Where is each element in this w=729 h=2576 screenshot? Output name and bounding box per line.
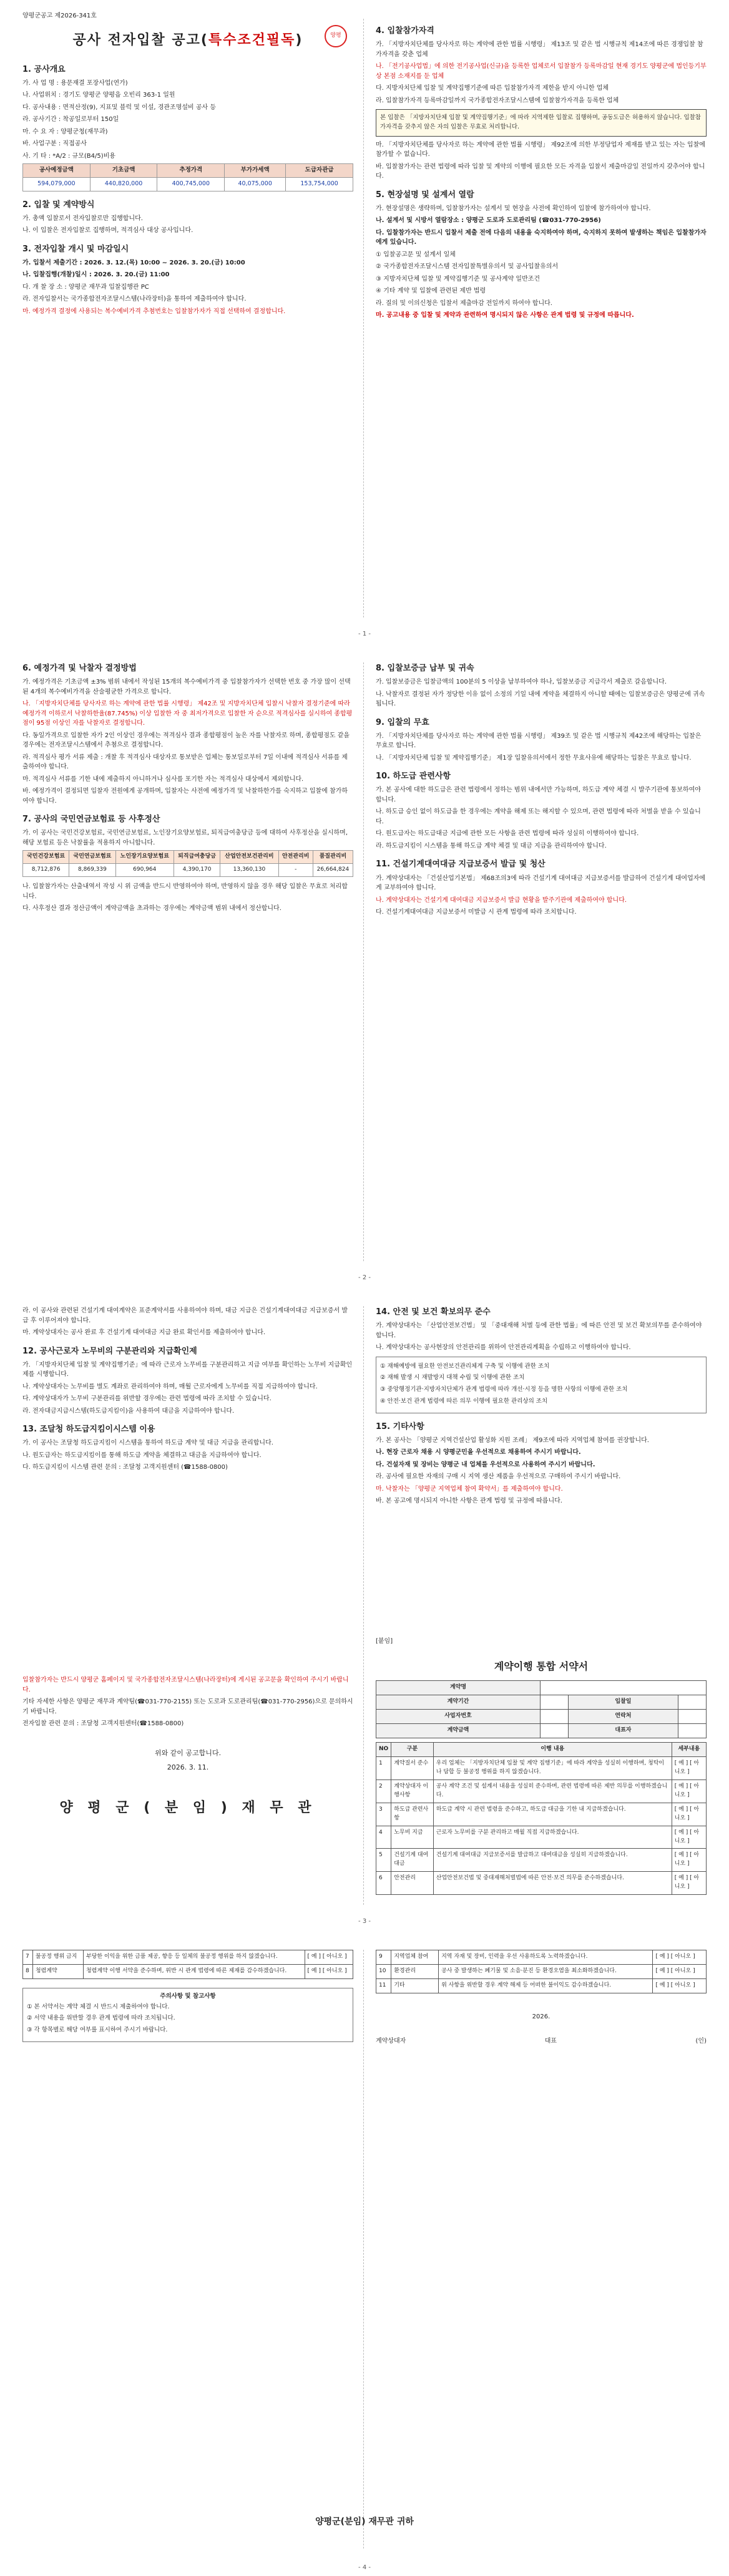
row-check[interactable]: [ 예 ] [ 아니오 ] [653,1978,707,1993]
column-left-3 [22,1287,353,1475]
row-check[interactable]: [ 예 ] [ 아니오 ] [672,1826,706,1849]
row-category: 불공정 행위 금지 [32,1950,83,1965]
s4-item: 다. 지방자치단체 입찰 및 계약집행기준에 따른 입찰참가자격 제한을 받지 아니한 업체 [376,85,609,92]
tail-para: 기타 자세한 사항은 양평군 재무과 계약팀(☎031-770-2155) 또는 도로과 도로관리팀(☎031-770-2956)으로 문의하시기 바랍니다. [22,1698,353,1715]
s5-item: 마. 공고내용 중 입찰 및 계약과 관련하여 명시되지 않은 사항은 관계 법령 및 규정에 따릅니다. [376,312,634,319]
s10-item: 나. 하도급 승인 없이 하도급을 한 경우에는 계약을 해제 또는 해지할 수 있으며, 관련 법령에 따라 처벌을 받을 수 있습니다. [376,808,701,825]
insurance-header: 국민연금보험료 [69,851,115,864]
s12-item: 가. 「지방자치단체 입찰 및 계약집행기준」에 따라 근로자 노무비를 구분관리하고 지급 여부를 확인하는 노무비 지급확인제를 시행합니다. [22,1361,353,1378]
form-field-value[interactable] [678,1710,706,1724]
price-header: 공사예정금액 [23,164,91,178]
form-field-value[interactable] [678,1724,706,1738]
pledge-table [376,1742,707,1895]
form-field-value[interactable] [540,1681,706,1695]
row-category: 청렴계약 [32,1964,83,1978]
pledge-table-continued [22,1950,353,1979]
s5-item: ④ 기타 계약 및 입찰에 관련된 제반 법령 [376,288,486,295]
s14-item: 가. 계약상대자는 「산업안전보건법」 및 「중대재해 처벌 등에 관한 법률」에 따른 안전 및 보건 확보의무를 준수하여야 합니다. [376,1322,702,1339]
s6-item: 바. 예정가격이 결정되면 입찰자 전원에게 공개하며, 입찰자는 사전에 예정가격 및 낙찰하한가를 숙지하고 입찰에 참가하여야 합니다. [22,788,348,805]
page-title: 공사 전자입찰 공고(특수조건필독) [72,32,303,48]
s6-item: 가. 예정가격은 기초금액 ±3% 범위 내에서 작성된 15개의 복수예비가격 중 입찰참가자가 선택한 번호 중 가장 많이 선택된 4개의 복수예비가격을 산술평균한 가격으로 합니다. [22,679,351,695]
pledge-table-continued-2 [376,1950,707,1993]
tail-para: 전자입찰 관련 문의 : 조달청 고객지원센터(☎1588-0800) [22,1720,184,1727]
s2-item: 가. 총액 입찰로서 전자입찰로만 집행합니다. [22,215,143,222]
form-field-label: 대표자 [569,1724,678,1738]
price-header: 추정가격 [157,164,225,178]
sheet-3 [10,1287,719,1930]
s5-item: ② 국가종합전자조달시스템 전자입찰특별유의서 및 공사입찰유의서 [376,263,559,271]
s11b-item: 라. 이 공사와 관련된 건설기계 대여계약은 표준계약서를 사용하여야 하며, 대금 지급은 건설기계대여대금 지급보증서 발급 후 이루어져야 합니다. [22,1307,348,1324]
sheet-2 [10,644,719,1286]
section-title-11: 11. 건설기계대여대금 지급보증서 발급 및 청산 [376,859,546,869]
table-row [23,1964,353,1978]
s14-box-item: ① 재해예방에 필요한 안전보건관리체계 구축 및 이행에 관한 조치 [380,1362,550,1370]
price-value: 440,820,000 [90,177,157,191]
section-title-7: 7. 공사의 국민연금보험료 등 사후정산 [22,815,160,825]
section-title-10: 10. 하도급 관련사항 [376,772,451,782]
row-category: 노무비 지급 [391,1826,434,1849]
section-title-15: 15. 기타사항 [376,1421,424,1431]
s4-item: 가. 「지방자치단체를 당사자로 하는 계약에 관한 법률 시행령」 제13조 및 같은 법 시행규칙 제14조에 따른 경쟁입찰 참가자격을 갖춘 업체 [376,41,703,58]
row-content: 우리 업체는 「지방자치단체 입찰 및 계약 집행기준」에 따라 계약을 성실히 이행하며, 청탁이나 담합 등 불공정 행위를 하지 않겠습니다. [433,1756,672,1779]
page-number: - 1 - [358,631,371,637]
row-no: 1 [376,1756,391,1779]
form-field-value[interactable] [540,1695,568,1710]
seal-label: (인) [695,2038,707,2045]
notice-title: 주의사항 및 참고사항 [160,1992,216,2000]
row-no: 3 [376,1803,391,1826]
form-field-label: 사업자번호 [376,1710,541,1724]
price-value: 40,075,000 [225,177,286,191]
s9-item: 나. 「지방자치단체 입찰 및 계약집행기준」 제1장 입찰유의서에서 정한 무효사유에 해당하는 입찰은 무효로 합니다. [376,754,692,762]
row-content: 공사 계약 조건 및 설계서 내용을 성실히 준수하며, 관련 법령에 따른 제반 의무를 이행하겠습니다. [433,1779,672,1803]
column-left-2 [22,644,353,916]
form-field-label: 계약금액 [376,1724,541,1738]
s5-item: ① 입찰공고문 및 설계서 일체 [376,251,456,258]
form-field-label: 계약명 [376,1681,541,1695]
table-row [376,1849,707,1872]
s4-note-box: 본 입찰은 「지방자치단체 입찰 및 계약집행기준」에 따라 지역제한 입찰로 집행하며, 공동도급은 허용하지 않습니다. 입찰참가자격을 갖추지 않은 자의 입찰은 무효로 처리합니다. [376,109,707,136]
form-field-value[interactable] [540,1724,568,1738]
row-no: 9 [376,1950,391,1965]
s13-item: 가. 이 공사는 조달청 하도급지킴이 시스템을 통하여 하도급 계약 및 대금 지급을 관리합니다. [22,1440,273,1447]
form-info-table [376,1680,707,1738]
row-content: 위 사항을 위반할 경우 계약 해제 등 어떠한 불이익도 감수하겠습니다. [439,1978,653,1993]
notice-date: 2026. 3. 11. [167,1763,209,1771]
table-row [23,1950,353,1965]
s15-item: 마. 낙찰자는 「양평군 지역업체 참여 확약서」를 제출하여야 합니다. [376,1485,563,1493]
s15-item: 라. 공사에 필요한 자재의 구매 시 지역 생산 제품을 우선적으로 구매하여 주시기 바랍니다. [376,1473,621,1481]
column-right-3 [376,1287,707,1509]
s2-item: 나. 이 입찰은 전자입찰로 집행하며, 적격심사 대상 공사입니다. [22,227,193,235]
s14-box-item: ② 재해 발생 시 재발방지 대책 수립 및 이행에 관한 조치 [380,1374,525,1382]
s7-intro: 가. 이 공사는 국민건강보험료, 국민연금보험료, 노인장기요양보험료, 퇴직급여충당금 등에 대하여 사후정산을 실시하며, 해당 보험료 등은 낙찰률을 적용하지 아니합니다. [22,830,348,846]
row-content: 지역 자재 및 장비, 인력을 우선 사용하도록 노력하겠습니다. [439,1950,653,1965]
s1-item: 바. 사업구분 : 직접공사 [22,140,87,148]
row-content: 건설기계 대여대금 지급보증서를 발급하고 대여대금을 성실히 지급하겠습니다. [433,1849,672,1872]
pledge-header: 이행 내용 [433,1743,672,1757]
column-divider [363,19,364,617]
signature-line [376,2036,707,2046]
price-table [22,163,353,191]
row-content: 청렴계약 이행 서약을 준수하며, 위반 시 관계 법령에 따른 제재를 감수하겠습니다. [83,1964,305,1978]
insurance-value: 8,712,876 [23,864,69,877]
insurance-table [22,850,353,877]
section-title-4: 4. 입찰참가자격 [376,26,434,36]
attachment-label: [붙임] [376,1638,393,1645]
insurance-value: 8,869,339 [69,864,115,877]
row-no: 6 [376,1872,391,1895]
s3-item: 다. 개 찰 장 소 : 양평군 재무과 입찰집행관 PC [22,283,149,291]
s3-item: 나. 입찰집행(개찰)일시 : 2026. 3. 20.(금) 11:00 [22,271,170,279]
s14-box-item: ④ 안전·보건 관계 법령에 따른 의무 이행에 필요한 관리상의 조치 [380,1397,548,1405]
insurance-header: 안전관리비 [278,851,313,864]
s10-item: 가. 본 공사에 대한 하도급은 관련 법령에서 정하는 범위 내에서만 가능하며, 하도급 계약 체결 시 발주기관에 통보하여야 합니다. [376,787,701,803]
pledge-header: 구분 [391,1743,434,1757]
s15-item: 나. 현장 근로자 채용 시 양평군민을 우선적으로 채용하여 주시기 바랍니다. [376,1449,581,1456]
table-row [376,1964,707,1978]
s7-item: 나. 입찰참가자는 산출내역서 작성 시 위 금액을 반드시 반영하여야 하며, 반영하지 않을 경우 해당 입찰은 무효로 처리합니다. [22,883,348,900]
page-number: - 2 - [358,1274,371,1281]
s10-item: 다. 원도급자는 하도급대금 지급에 관한 모든 사항을 관련 법령에 따라 성실히 이행하여야 합니다. [376,830,639,838]
row-no: 11 [376,1978,391,1993]
row-category: 건설기계 대여대금 [391,1849,434,1872]
column-divider [363,662,364,1261]
row-no: 8 [23,1964,33,1978]
row-category: 안전관리 [391,1872,434,1895]
closing-text: 위와 같이 공고합니다. [154,1748,222,1757]
signer-label: 계약상대자 [376,2038,406,2045]
s11-item: 나. 계약상대자는 건설기계 대여대금 지급보증서 발급 현황을 발주기관에 제출하여야 합니다. [376,896,627,904]
s1-item: 다. 공사내용 : 면적산정(9), 지표및 블럭 및 이설, 경관조명설비 공사 등 [22,104,217,111]
table-row [376,1779,707,1803]
price-header: 도급자관급 [286,164,353,178]
insurance-value: 690,964 [115,864,174,877]
s5-item: 다. 입찰참가자는 반드시 입찰서 제출 전에 다음의 내용을 숙지하여야 하며, 숙지하지 못하여 발생하는 책임은 입찰참가자에게 있습니다. [376,229,707,246]
s12-item: 다. 계약상대자가 노무비 구분관리를 위반할 경우에는 관련 법령에 따라 조치할 수 있습니다. [22,1395,272,1403]
table-row [376,1872,707,1895]
column-right-4 [376,1931,707,2046]
section-title-2: 2. 입찰 및 계약방식 [22,200,95,210]
s5-item: 가. 현장설명은 생략하며, 입찰참가자는 설계서 및 현장을 사전에 확인하여 입찰에 참가하여야 합니다. [376,205,651,212]
s1-item: 마. 수 요 자 : 양평군청(재무과) [22,128,108,135]
s5-item: ③ 지방자치단체 입찰 및 계약집행기준 및 공사계약 일반조건 [376,275,541,283]
row-check[interactable]: [ 예 ] [ 아니오 ] [672,1779,706,1803]
notice-box [22,1988,353,2042]
column-right-1 [376,0,707,323]
form-field-value[interactable] [540,1710,568,1724]
seal-icon: 양평 [325,25,347,47]
s8-item: 가. 입찰보증금은 입찰금액의 100분의 5 이상을 납부하여야 하나, 입찰보증금 지급각서 제출로 갈음합니다. [376,679,667,686]
row-no: 2 [376,1779,391,1803]
section-title-8: 8. 입찰보증금 납부 및 귀속 [376,664,474,673]
s4-item: 라. 입찰참가자격 등록마감일까지 국가종합전자조달시스템에 입찰참가자격을 등록한 업체 [376,97,619,104]
row-check[interactable]: [ 예 ] [ 아니오 ] [653,1964,707,1978]
price-header: 기초금액 [90,164,157,178]
row-check[interactable]: [ 예 ] [ 아니오 ] [305,1950,353,1965]
s7-item: 다. 사후정산 결과 정산금액이 계약금액을 초과하는 경우에는 계약금액 범위 내에서 정산합니다. [22,905,281,913]
row-content: 부당한 이익을 위한 금품 제공, 향응 등 일체의 불공정 행위를 하지 않겠습니다. [83,1950,305,1965]
s15-item: 다. 건설자재 및 장비는 양평군 내 업체를 우선적으로 사용하여 주시기 바랍니다. [376,1461,595,1468]
s8-item: 나. 낙찰자로 결정된 자가 정당한 이유 없이 소정의 기일 내에 계약을 체결하지 아니할 때에는 입찰보증금은 양평군에 귀속됩니다. [376,690,705,708]
section-title-5: 5. 현장설명 및 설계서 열람 [376,190,474,200]
price-value: 400,745,000 [157,177,225,191]
row-check[interactable]: [ 예 ] [ 아니오 ] [672,1849,706,1872]
row-content: 근로자 노무비를 구분 관리하고 매월 직접 지급하겠습니다. [433,1826,672,1849]
price-value: 594,079,000 [23,177,91,191]
form-issuer: 양평군(분임) 재무관 귀하 [315,2517,414,2527]
s4-item: 나. 「전기공사업법」에 의한 전기공사업(신규)을 등록한 업체로서 입찰참가 등록마감일 현재 경기도 양평군에 법인등기부상 본점 소재지를 둔 업체 [376,63,707,80]
price-value: 153,754,000 [286,177,353,191]
s11b-item: 마. 계약상대자는 공사 완료 후 건설기계 대여대금 지급 완료 확인서를 제출하여야 합니다. [22,1329,266,1336]
s9-item: 가. 「지방자치단체를 당사자로 하는 계약에 관한 법률 시행령」 제39조 및 같은 법 시행규칙 제42조에 해당하는 입찰은 무효로 합니다. [376,732,702,750]
s1-item: 나. 사업위치 : 경기도 양평군 양평읍 오빈리 363-1 일원 [22,92,175,99]
section-title-14: 14. 안전 및 보건 확보의무 준수 [376,1307,491,1317]
column-divider [363,1950,364,2549]
issuer-name: 양 평 군 ( 분 임 ) 재 무 관 [59,1799,316,1816]
row-check[interactable]: [ 예 ] [ 아니오 ] [305,1964,353,1978]
s6-item: 마. 적격심사 서류를 기한 내에 제출하지 아니하거나 심사를 포기한 자는 적격심사 대상에서 제외합니다. [22,775,304,783]
s5-item: 나. 설계서 및 시방서 열람장소 : 양평군 도로과 도로관리팀 (☎031-770-2956) [376,217,601,225]
row-content: 하도급 계약 시 관련 법령을 준수하고, 하도급 대금을 기한 내 지급하겠습니다. [433,1803,672,1826]
sheet-4 [10,1931,719,2576]
insurance-value: 13,360,130 [220,864,278,877]
insurance-header: 품질관리비 [313,851,353,864]
row-category: 환경관리 [391,1964,439,1978]
s13-item: 나. 원도급자는 하도급지킴이를 통해 하도급 계약을 체결하고 대금을 지급하여야 합니다. [22,1451,262,1459]
table-row [376,1803,707,1826]
s15-item: 가. 본 공사는 「양평군 지역건설산업 활성화 지원 조례」 제9조에 따라 지역업체 참여를 권장합니다. [376,1436,649,1444]
column-left-1 [22,0,353,319]
pledge-header: NO [376,1743,391,1757]
price-header: 부가가세액 [225,164,286,178]
row-content: 공사 중 발생하는 폐기물 및 소음·분진 등 환경오염을 최소화하겠습니다. [439,1964,653,1978]
row-no: 4 [376,1826,391,1849]
insurance-value: - [278,864,313,877]
s14-box-item: ③ 중앙행정기관·지방자치단체가 관계 법령에 따라 개선·시정 등을 명한 사항의 이행에 관한 조치 [380,1386,628,1393]
table-row [376,1978,707,1993]
s10-item: 라. 하도급지킴이 시스템을 통해 하도급 계약 체결 및 대금 지급을 관리하여야 합니다. [376,842,607,850]
signer-rep: 대표 [544,2038,557,2045]
table-row [376,1950,707,1965]
s1-item: 가. 사 업 명 : 용문재결 포장사업(연가) [22,79,128,87]
form-date: 2026. [532,2013,550,2020]
table-row [376,1756,707,1779]
form-title: 계약이행 통합 서약서 [494,1660,589,1672]
s11-item: 가. 계약상대자는 「건설산업기본법」 제68조의3에 따라 건설기계 대여대금 지급보증서를 발급하여 건설기계 대여업자에게 교부하여야 합니다. [376,874,706,892]
s6-item: 나. 「지방자치단체를 당사자로 하는 계약에 관한 법률 시행령」 제42조 및 지방자치단체 입찰시 낙찰자 결정기준에 따라 예정가격 이하로서 낙찰하한율(87.745%) 이상 입찰한 자 중 최저가격으로 입찰한 자 순으로 적격심사를 실시하여 종합평점이 95점 이상인 자를 낙찰자로 결정합니다. [22,700,353,727]
s12-item: 나. 계약상대자는 노무비를 별도 계좌로 관리하여야 하며, 매월 근로자에게 노무비를 직접 지급하여야 합니다. [22,1383,318,1390]
row-category: 기타 [391,1978,439,1993]
row-category: 지역업체 참여 [391,1950,439,1965]
page-number: - 3 - [358,1918,371,1925]
form-field-value[interactable] [678,1695,706,1710]
sheet-1 [10,0,719,642]
row-category: 계약상대자 이행사항 [391,1779,434,1803]
form-field-label: 연락처 [569,1710,678,1724]
tail-para: 입찰참가자는 반드시 양평군 홈페이지 및 국가종합전자조달시스템(나라장터)에 게시된 공고문을 확인하여 주시기 바랍니다. [22,1677,349,1693]
s6-item: 다. 동일가격으로 입찰한 자가 2인 이상인 경우에는 적격심사 결과 종합평점이 높은 자를 낙찰자로 하며, 종합평점도 같을 경우에는 전자조달시스템에서 추첨으로 결정합니다. [22,732,350,749]
insurance-value: 26,664,824 [313,864,353,877]
tail-block [22,1674,353,1819]
row-content: 산업안전보건법 및 중대재해처벌법에 따른 안전·보건 의무를 준수하겠습니다. [433,1872,672,1895]
notice-item: ② 서약 내용을 위반할 경우 관계 법령에 따라 조치됩니다. [27,2015,175,2022]
notice-number: 양평군공고 제2026-341호 [22,12,97,19]
column-left-4 [22,1931,353,2046]
table-row [376,1826,707,1849]
s4-extra: 바. 입찰참가자는 관련 법령에 따라 입찰 및 계약의 이행에 필요한 모든 자격을 입찰서 제출마감일 전일까지 갖추어야 합니다. [376,163,705,180]
insurance-header: 산업안전보건관리비 [220,851,278,864]
s11-item: 다. 건설기계대여대금 지급보증서 미발급 시 관계 법령에 따라 조치합니다. [376,909,577,916]
row-no: 5 [376,1849,391,1872]
insurance-value: 4,390,170 [174,864,220,877]
insurance-header: 노인장기요양보험료 [115,851,174,864]
s1-item: 라. 공사기간 : 착공일로부터 150일 [22,116,119,123]
s4-extra: 마. 「지방자치단체를 당사자로 하는 계약에 관한 법률 시행령」 제92조에 의한 부정당업자 제재를 받고 있는 자는 입찰에 참가할 수 없습니다. [376,141,705,158]
column-divider [363,1306,364,1905]
s15-item: 바. 본 공고에 명시되지 아니한 사항은 관계 법령 및 규정에 따릅니다. [376,1498,562,1505]
insurance-header: 국민건강보험료 [23,851,69,864]
s14-box [376,1357,707,1413]
s6-item: 라. 적격심사 평가 서류 제출 : 개찰 후 적격심사 대상자로 통보받은 업체는 통보일로부터 7일 이내에 적격심사 서류를 제출하여야 합니다. [22,753,348,771]
section-title-1: 1. 공사개요 [22,64,66,74]
insurance-header: 퇴직급여충당금 [174,851,220,864]
s12-item: 라. 전자대금지급시스템(하도급지킴이)을 사용하여 대금을 지급하여야 합니다. [22,1407,235,1415]
row-check[interactable]: [ 예 ] [ 아니오 ] [672,1872,706,1895]
form-field-label: 입찰일 [569,1695,678,1710]
form-header-block [376,1637,707,1895]
s14-item: 나. 계약상대자는 공사현장의 안전관리를 위하여 안전관리계획을 수립하고 이행하여야 합니다. [376,1344,631,1352]
section-title-13: 13. 조달청 하도급지킴이시스템 이용 [22,1425,155,1435]
s3-item: 가. 입찰서 제출기간 : 2026. 3. 12.(목) 10:00 ~ 2026. 3. 20.(금) 10:00 [22,259,245,266]
row-check[interactable]: [ 예 ] [ 아니오 ] [672,1803,706,1826]
column-right-2 [376,644,707,920]
notice-item: ③ 각 항목별로 해당 여부를 표시하여 주시기 바랍니다. [27,2026,168,2034]
pledge-header: 세부내용 [672,1743,706,1757]
s1-item: 사. 기 타 : *A/2 : 규모(B4/5)비용 [22,152,115,160]
row-check[interactable]: [ 예 ] [ 아니오 ] [672,1756,706,1779]
section-title-6: 6. 예정가격 및 낙찰자 결정방법 [22,664,137,673]
row-no: 10 [376,1964,391,1978]
notice-item: ① 본 서약서는 계약 체결 시 반드시 제출하여야 합니다. [27,2003,170,2010]
page-number: - 4 - [358,2564,371,2571]
s5-item: 라. 질의 및 이의신청은 입찰서 제출마감 전일까지 하여야 합니다. [376,299,552,307]
section-title-9: 9. 입찰의 무효 [376,717,429,727]
row-no: 7 [23,1950,33,1965]
s3-item: 마. 예정가격 결정에 사용되는 복수예비가격 추첨번호는 입찰참가자가 직접 선택하여 결정합니다. [22,307,286,315]
section-title-12: 12. 공사근로자 노무비의 구분관리와 지급확인제 [22,1346,197,1356]
row-category: 하도급 관련사항 [391,1803,434,1826]
form-field-label: 계약기간 [376,1695,541,1710]
section-title-3: 3. 전자입찰 개시 및 마감일시 [22,244,129,254]
s3-item: 라. 전자입찰서는 국가종합전자조달시스템(나라장터)을 통하여 제출하여야 합니다. [22,296,247,303]
row-check[interactable]: [ 예 ] [ 아니오 ] [653,1950,707,1965]
s13-item: 다. 하도급지킴이 시스템 관련 문의 : 조달청 고객지원센터 (☎1588-0800) [22,1464,228,1471]
row-category: 계약질서 준수 [391,1756,434,1779]
